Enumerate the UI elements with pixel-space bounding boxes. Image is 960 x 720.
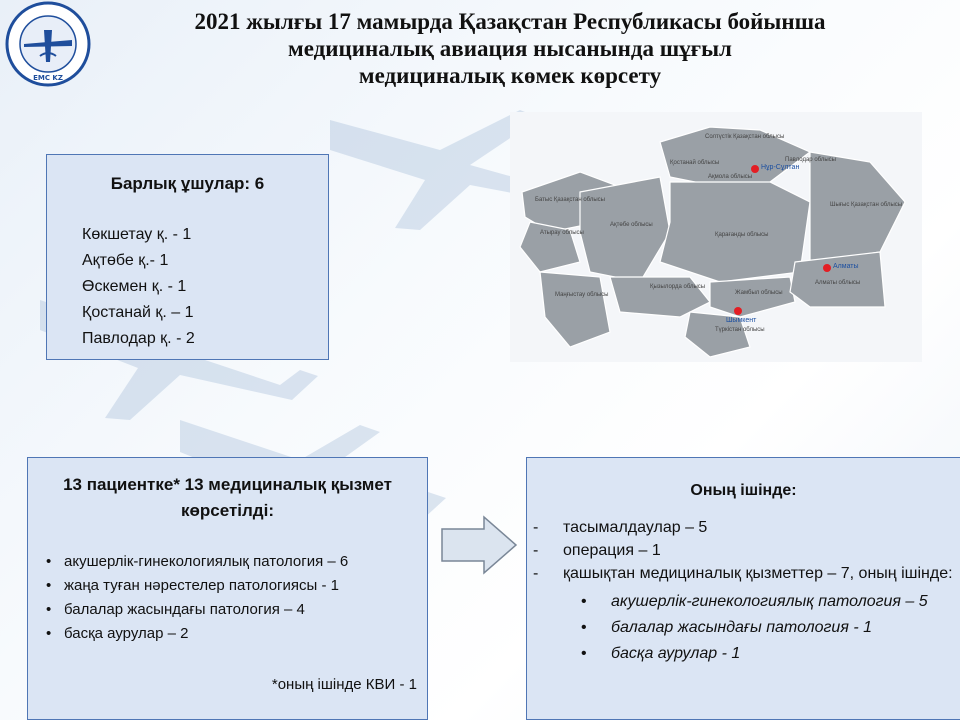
city-marker-shymkent (734, 307, 742, 315)
breakdown-sub-item-label: балалар жасындағы патология - 1 (611, 619, 872, 636)
list-item: • басқа аурулар - 1 (581, 645, 741, 662)
map-region-aktobe (580, 177, 670, 282)
map-label-akmola: Ақмола облысы (708, 174, 753, 180)
list-item: • акушерлік-гинекологиялық патология – 5 (581, 593, 928, 610)
flight-item: Көкшетау қ. - 1 (82, 226, 192, 243)
map-region-kyzylorda (610, 277, 710, 317)
map-label-atyrau: Атырау облысы (540, 230, 584, 236)
city-marker-nur-sultan (751, 165, 759, 173)
page-title (100, 8, 920, 89)
city-marker-almaty (823, 264, 831, 272)
patients-heading: 13 пациентке* 13 медициналық қызмет көрсетілді: (63, 475, 392, 520)
map-label-kostanay: Қостанай облысы (670, 160, 720, 166)
patients-list (28, 550, 427, 646)
breakdown-sub-item-label: акушерлік-гинекологиялық патология – 5 (611, 593, 928, 610)
breakdown-list (527, 516, 960, 667)
list-item: • акушерлік-гинекологиялық патология – 6 (46, 550, 427, 574)
map-label-north-kazakhstan: Солтүстік Қазақстан облысы (705, 134, 785, 140)
patients-services-box (27, 457, 428, 720)
map-label-karaganda: Қарағанды облысы (715, 232, 769, 238)
patients-footnote: *оның ішінде КВИ - 1 (271, 676, 417, 693)
map-label-pavlodar: Павлодар облысы (785, 157, 836, 163)
breakdown-item-label: қашықтан медициналық қызметтер – 7, оның ішінде: (563, 565, 953, 582)
map-label-mangystau: Маңғыстау облысы (555, 292, 609, 298)
arrow-right-icon (440, 515, 520, 575)
map-label-west-kazakhstan: Батыс Қазақстан облысы (535, 197, 605, 203)
kazakhstan-map (510, 112, 922, 362)
flights-summary-box (46, 154, 329, 360)
list-item: - тасымалдаулар – 5 (533, 519, 708, 536)
flights-heading: Барлық ұшулар: 6 (110, 174, 265, 193)
list-item: - операция – 1 (533, 542, 661, 559)
breakdown-box (526, 457, 960, 720)
svg-text:EMC KZ: EMC KZ (33, 74, 63, 82)
map-region-zhambyl (710, 277, 795, 317)
city-label-shymkent: Шымкент (726, 317, 757, 324)
breakdown-item-label: операция – 1 (563, 542, 661, 559)
breakdown-sub-list (563, 589, 960, 667)
flight-item: Павлодар қ. - 2 (82, 330, 195, 347)
map-label-kyzylorda: Қызылорда облысы (650, 284, 706, 290)
emergency-medical-care-logo (4, 0, 92, 88)
city-label-almaty: Алматы (833, 263, 859, 270)
list-item: • басқа аурулар – 2 (46, 622, 427, 646)
list-item: • жаңа туған нәрестелер патологиясы - 1 (46, 574, 427, 598)
list-item: • балалар жасындағы патология - 1 (581, 619, 872, 636)
list-item: • балалар жасындағы патология – 4 (46, 598, 427, 622)
title-line-3: медициналық көмек көрсету (358, 63, 662, 88)
map-label-aktobe: Ақтөбе облысы (610, 222, 653, 228)
flight-item: Өскемен қ. - 1 (82, 278, 187, 295)
flight-item: Ақтөбе қ.- 1 (82, 252, 169, 269)
flight-item: Қостанай қ. – 1 (82, 304, 194, 321)
map-label-almaty-region: Алматы облысы (815, 280, 861, 286)
map-label-turkistan: Түркістан облысы (715, 327, 765, 333)
map-label-east-kazakhstan: Шығыс Қазақстан облысы (830, 202, 903, 208)
map-label-zhambyl: Жамбыл облысы (735, 290, 783, 296)
breakdown-item-label: тасымалдаулар – 5 (563, 519, 708, 536)
map-region-mangystau (540, 272, 610, 347)
city-label-nur-sultan: Нұр-Сұлтан (761, 164, 800, 171)
breakdown-heading: Оның ішінде: (690, 482, 797, 499)
title-line-1: 2021 жылғы 17 мамырда Қазақстан Республикасы бойынша (194, 9, 826, 34)
breakdown-sub-item-label: басқа аурулар - 1 (611, 645, 741, 662)
title-line-2: медициналық авиация нысанында шұғыл (288, 36, 732, 61)
flights-list (47, 222, 328, 352)
list-item: - қашықтан медициналық қызметтер – 7, оның ішінде: • акушерлік-гинекологиялық патология – 5 • балалар жасындағы патология - 1 • басқа аурулар - 1 (527, 562, 960, 667)
